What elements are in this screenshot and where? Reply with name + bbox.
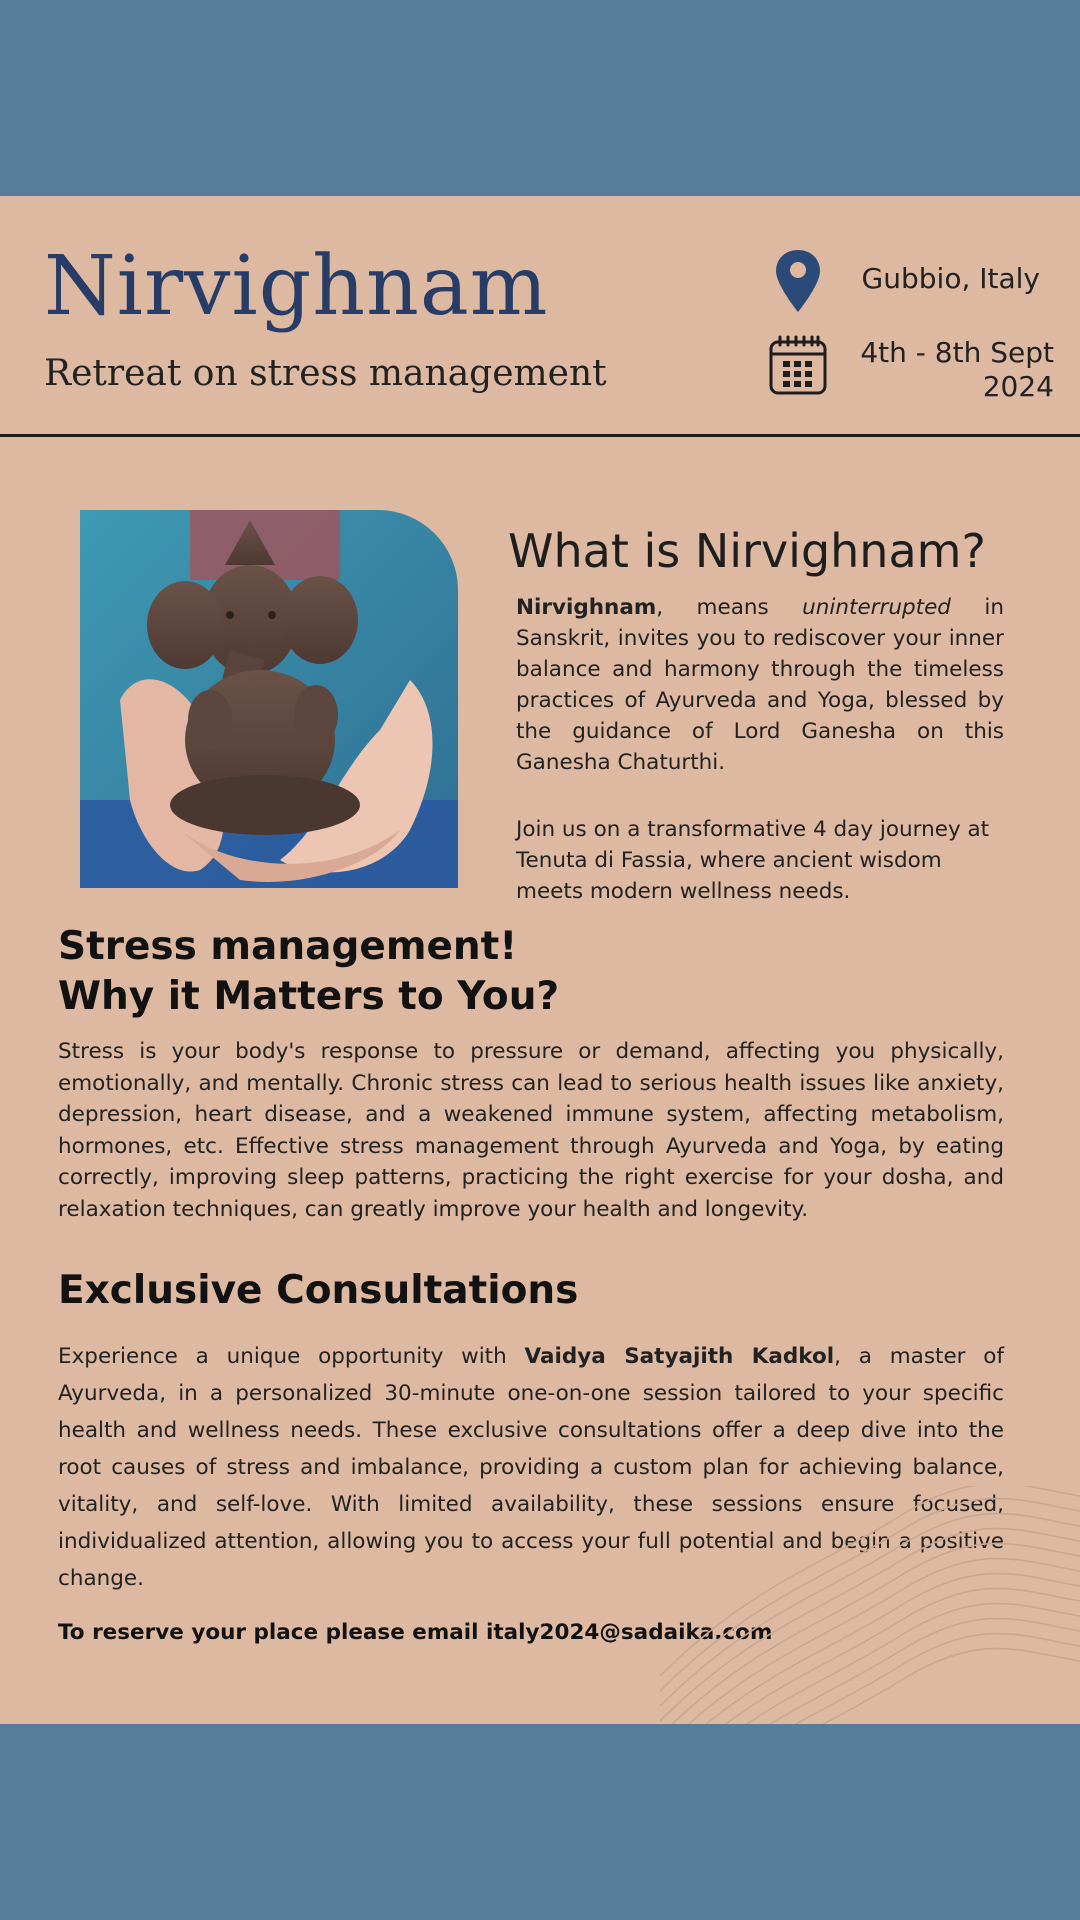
calendar-icon: [768, 334, 828, 396]
consult-heading: Exclusive Consultations: [58, 1268, 579, 1313]
what-meaning: uninterrupted: [802, 595, 951, 620]
event-dates: [820, 336, 1054, 404]
dates-line-2: 2024: [982, 370, 1054, 404]
brand-title: Nirvighnam: [44, 239, 549, 334]
wave-line: [660, 1529, 1080, 1722]
what-paragraph-2: Join us on a transformative 4 day journey at Tenuta di Fassia, where ancient wisdom meets modern wellness needs.: [516, 817, 990, 904]
consult-paragraph: Experience a unique opportunity with Vaidya Satyajith Kadkol, a master of Ayurveda, in a personalized 30-minute one-on-one session tailored to your specific health and wellness needs. These exclusive consultations offer a deep dive into the root causes of stress and imbalance, providing a custom plan for achieving balance, vitality, and self-love. With limited availability, these sessions ensure focused, individualized attention, allowing you to access your full potential and begin a positive change.: [58, 1344, 1005, 1591]
location-text: Gubbio, Italy: [861, 262, 1040, 295]
what-paragraph-1: Nirvighnam, means uninterrupted in Sanskrit, invites you to rediscover your inner balance and harmony through the timeless practices of Ayurveda and Yoga, blessed by the guidance of Lord Ganesha on this Ganesha Chaturthi.: [516, 595, 1004, 775]
tagline: Retreat on stress management: [44, 353, 607, 394]
what-heading: What is Nirvighnam?: [508, 524, 986, 578]
wave-line: [660, 1499, 1080, 1692]
reserve-email-line: To reserve your place please email italy2024@sadaika.com: [58, 1620, 773, 1645]
consultant-name: Vaidya Satyajith Kadkol: [524, 1344, 835, 1369]
wave-line: [660, 1574, 1080, 1725]
bottom-banner: [0, 1724, 1080, 1920]
decorative-waves: [660, 1486, 1080, 1724]
stress-paragraph: Stress is your body's response to pressure or demand, affecting you physically, emotionally, and mentally. Chronic stress can lead to serious health issues like anxiety, depression, heart disease, and a weakened immune system, affecting metabolism, hormones, etc. Effective stress management through Ayurveda and Yoga, by eating correctly, improving sleep patterns, practicing the right exercise for your dosha, and relaxation techniques, can greatly improve your health and longevity.: [58, 1039, 1004, 1222]
location-pin-icon: [774, 248, 822, 314]
dates-line-1: 4th - 8th Sept: [860, 336, 1054, 369]
wave-line: [660, 1514, 1080, 1707]
top-banner: [0, 0, 1080, 196]
stress-heading: Stress management! Why it Matters to You?: [58, 924, 560, 1019]
wave-line: [660, 1649, 1080, 1725]
ganesha-clay-photo: [80, 510, 458, 888]
flyer: [0, 196, 1080, 1724]
what-term: Nirvighnam: [516, 595, 657, 620]
header-divider: [0, 434, 1080, 437]
